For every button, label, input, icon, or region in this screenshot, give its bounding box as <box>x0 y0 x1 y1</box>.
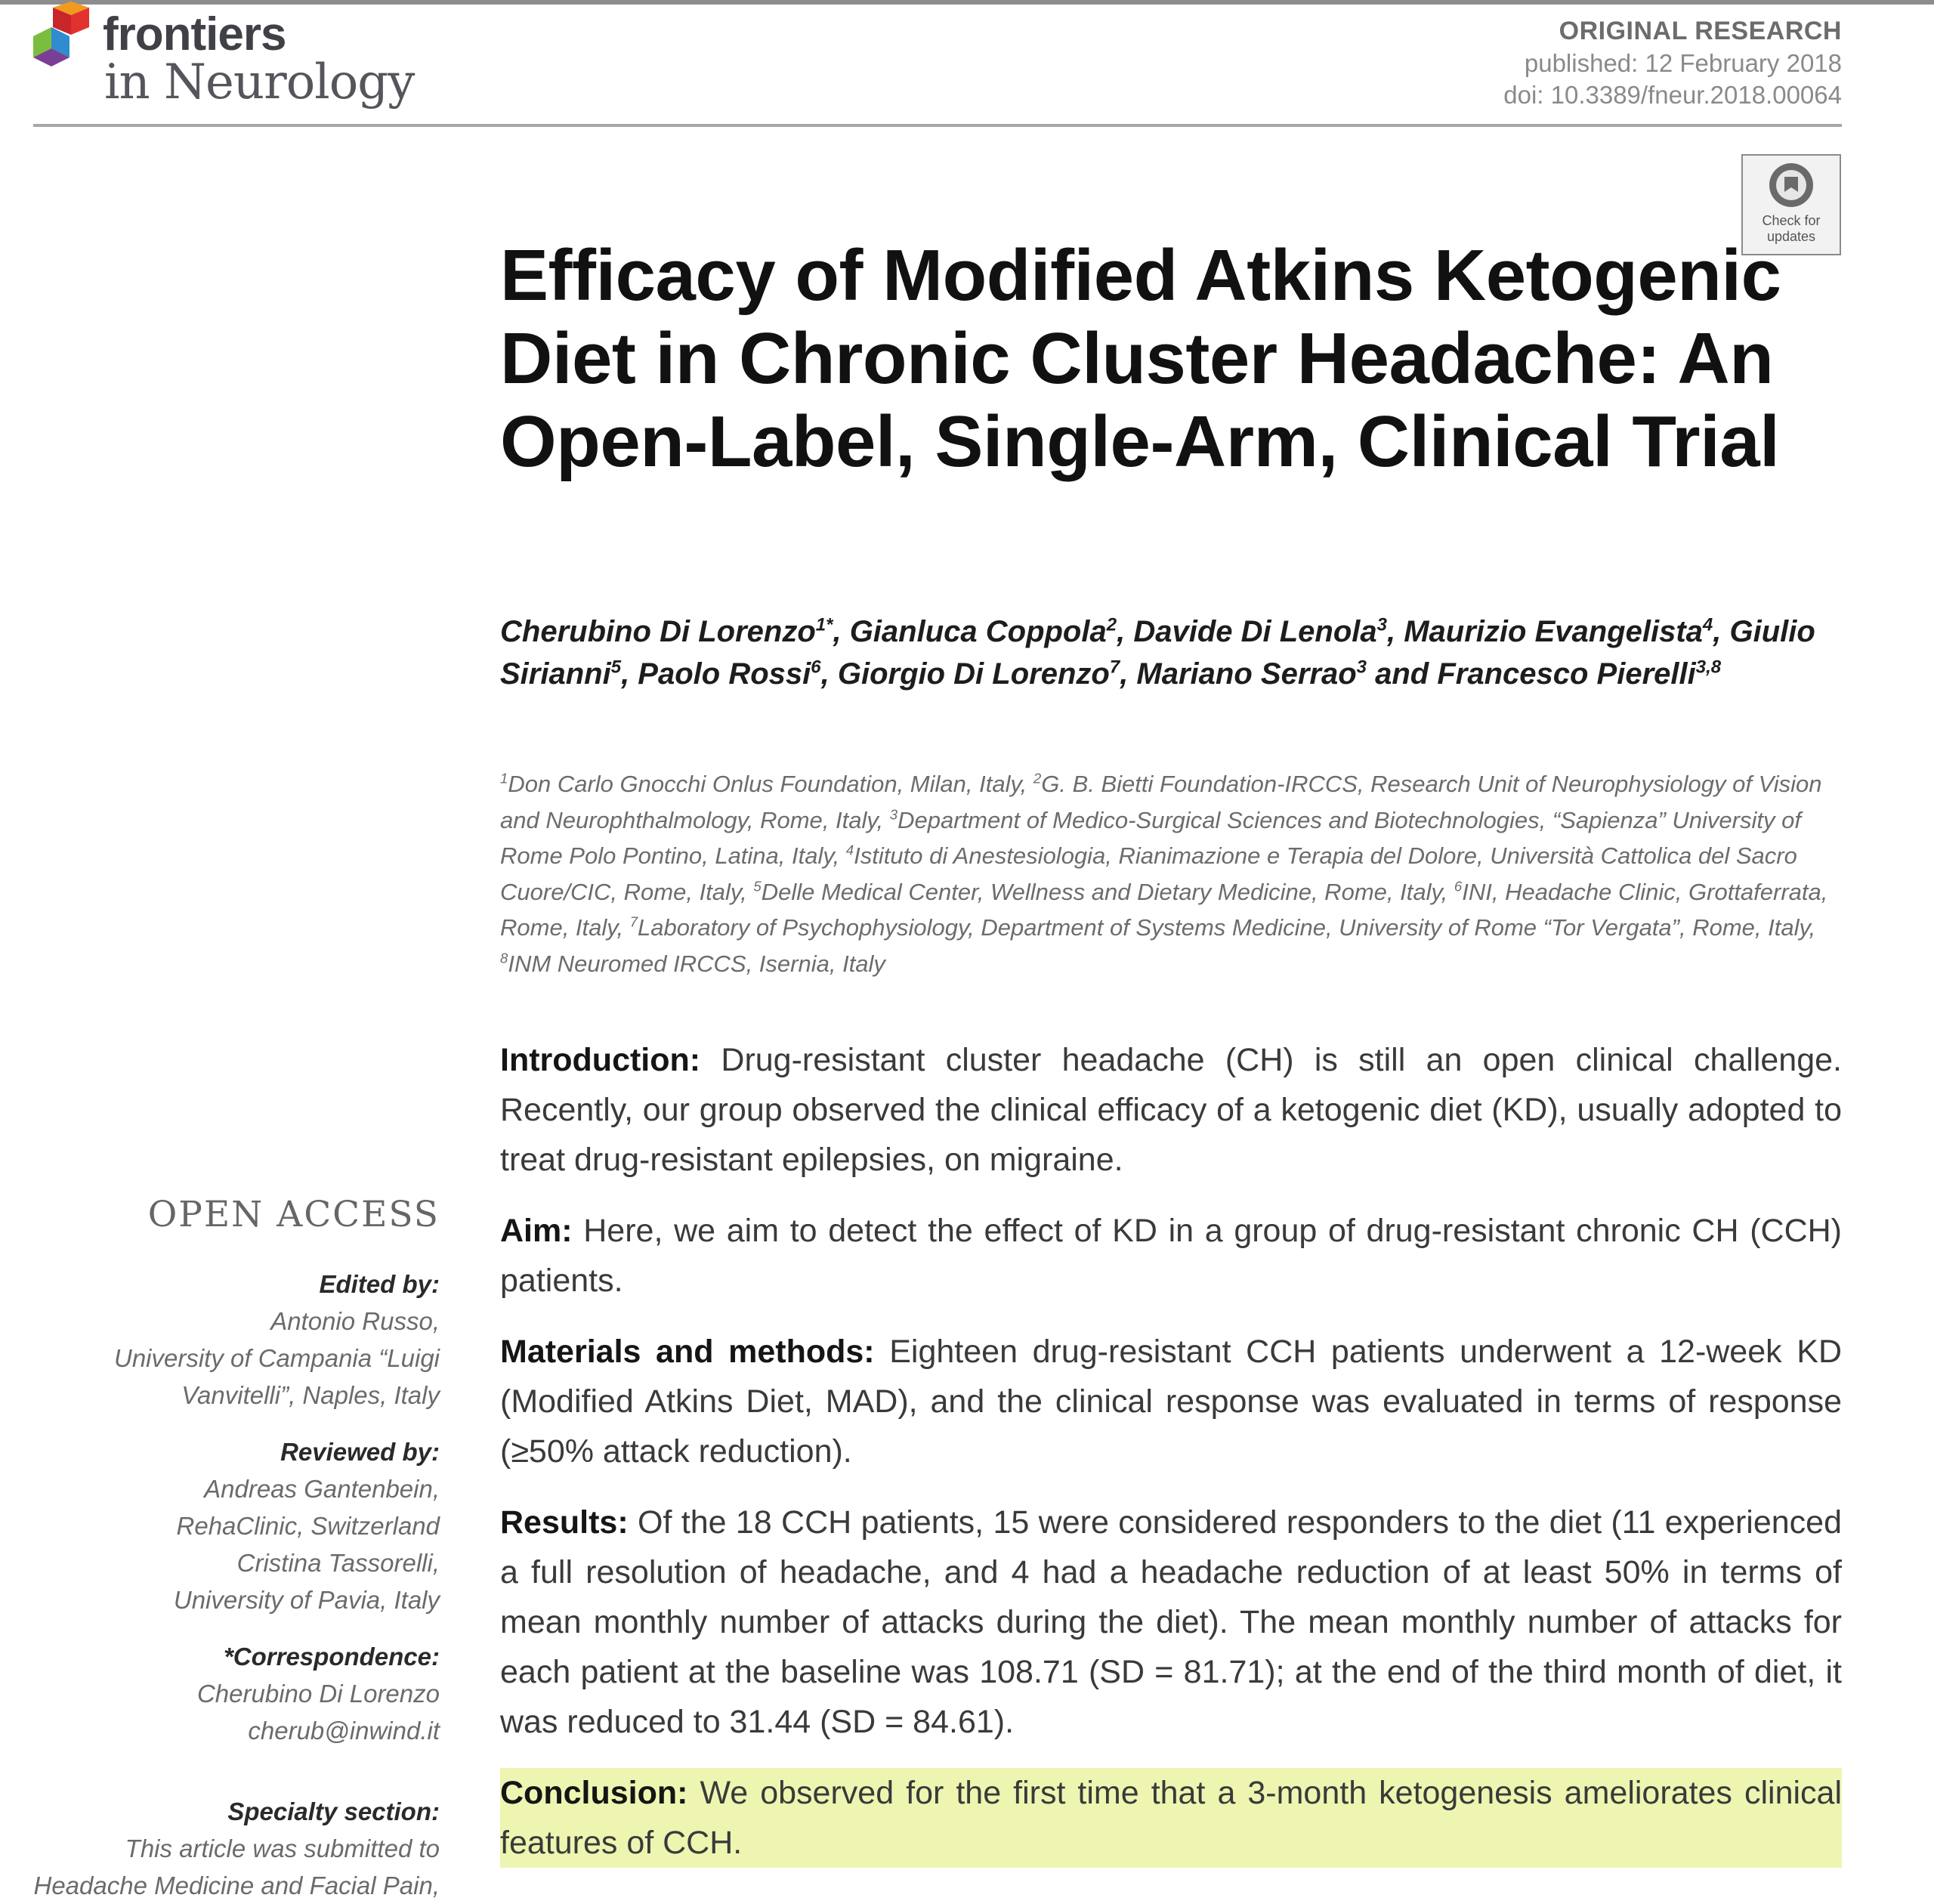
editor-line: Antonio Russo, <box>270 1307 440 1335</box>
affiliation-text: Istituto di Anestesiologia, Rianimazione e Terapia del Dolore, Università Cattolica del Sacro Cuore/CIC, Rome, Italy, <box>500 842 1797 905</box>
reviewer-line: Andreas Gantenbein, <box>204 1475 440 1503</box>
author-affiliation-marker: 2 <box>1106 614 1117 635</box>
author-name: Giorgio Di Lorenzo <box>837 657 1110 691</box>
reviewer-line: Cristina Tassorelli, <box>236 1549 440 1577</box>
article-title: Efficacy of Modified Atkins Ketogenic Diet in Chronic Cluster Headache: An Open-Label, Single-Arm, Clinical Trial <box>500 235 1781 482</box>
section-label: Results: <box>500 1504 629 1541</box>
affiliation-number: 3 <box>889 806 898 823</box>
affiliation-number: 2 <box>1033 770 1042 787</box>
abstract-introduction <box>500 1035 1842 1185</box>
author-affiliation-marker: 1* <box>815 614 833 635</box>
author-affiliation-marker: 3,8 <box>1695 657 1722 678</box>
section-text: Drug-resistant cluster headache (CH) is still an open clinical challenge. Recently, our group observed the clinical efficacy of a ketogenic diet (KD), usually adopted to treat drug-resistant epilepsies, on migraine. <box>500 1042 1842 1178</box>
abstract-results <box>500 1498 1842 1747</box>
article-type: ORIGINAL RESEARCH <box>1559 17 1842 45</box>
author-affiliation-marker: 3 <box>1356 657 1367 678</box>
correspondence-label: *Correspondence: <box>223 1643 440 1671</box>
section-text: Of the 18 CCH patients, 15 were considered responders to the diet (11 experienced a full resolution of headache, and 4 had a headache reduction of at least 50% in terms of mean monthly number of attacks during the diet). The mean monthly number of attacks for each patient at the baseline was 108.71 (SD = 81.71); at the end of the third month of diet, it was reduced to 31.44 (SD = 84.61). <box>500 1504 1842 1740</box>
author-name: Mariano Serrao <box>1136 657 1357 691</box>
reviewer-line: University of Pavia, Italy <box>173 1586 440 1614</box>
section-label: Materials and methods: <box>500 1334 875 1370</box>
journal-brand: frontiers <box>103 8 286 60</box>
correspondence-name: Cherubino Di Lorenzo <box>196 1680 440 1708</box>
abstract-aim <box>500 1206 1842 1306</box>
author-affiliation-marker: 6 <box>811 657 821 678</box>
section-label: Conclusion: <box>500 1775 688 1811</box>
affiliation-text: Department of Medico-Surgical Sciences and Biotechnologies, “Sapienza” University of Rome Polo Pontino, Latina, Italy, <box>500 806 1801 869</box>
section-text: Here, we aim to detect the effect of KD in a group of drug-resistant chronic CH (CCH) patients. <box>500 1213 1842 1299</box>
correspondence-email[interactable]: cherub@inwind.it <box>248 1717 440 1745</box>
affiliation-number: 4 <box>845 842 854 858</box>
affiliation-text: Delle Medical Center, Wellness and Dietary Medicine, Rome, Italy, <box>761 878 1454 905</box>
author-affiliation-marker: 5 <box>610 657 622 678</box>
affiliation-number: 5 <box>753 878 762 895</box>
affiliation-text: INI, Headache Clinic, Grottaferrata, Rome, Italy, <box>500 878 1828 941</box>
affiliation-text: Don Carlo Gnocchi Onlus Foundation, Milan, Italy, <box>508 771 1033 797</box>
author-list: Cherubino Di Lorenzo$^{1*}$, Gianluca Coppola$^2$, Davide Di Lenola$^3$, Maurizio Evangelista$^4$, Giulio Sirianni$^5$, Paolo Rossi$^6$, Giorgio Di Lorenzo$^7$, Mariano Serrao$^3$ and Francesco Pierelli$^{3,8}$ <box>500 614 1815 691</box>
author-name: Gianluca Coppola <box>849 615 1107 648</box>
author-name: Maurizio Evangelista <box>1404 615 1703 648</box>
affiliation-number: 7 <box>629 913 638 930</box>
editor-line: Vanvitelli”, Naples, Italy <box>181 1381 440 1409</box>
doi-link[interactable]: doi: 10.3389/fneur.2018.00064 <box>1503 81 1842 109</box>
author-name: Paolo Rossi <box>638 657 811 691</box>
affiliation-number: 6 <box>1454 878 1463 895</box>
open-access-label: OPEN ACCESS <box>147 1194 440 1235</box>
section-label: Introduction: <box>500 1042 701 1078</box>
check-updates-line1: Check for <box>1762 213 1821 228</box>
affiliation-text: G. B. Bietti Foundation-IRCCS, Research Unit of Neurophysiology of Vision and Neurophthalmology, Rome, Italy, <box>500 771 1822 833</box>
affiliation-text: Laboratory of Psychophysiology, Department of Systems Medicine, University of Rome “Tor Vergata”, Rome, Italy, <box>638 914 1816 941</box>
specialty-line: Headache Medicine and Facial Pain, <box>33 1872 440 1899</box>
section-text: We observed for the first time that a 3-month ketogenesis ameliorates clinical features of CCH. <box>500 1775 1842 1861</box>
section-label: Aim: <box>500 1213 573 1249</box>
abstract-conclusion <box>500 1768 1842 1868</box>
journal-logo <box>29 2 422 115</box>
affiliation-text: INM Neuromed IRCCS, Isernia, Italy <box>508 950 885 977</box>
section-text: Eighteen drug-resistant CCH patients underwent a 12-week KD (Modified Atkins Diet, MAD), and the clinical response was evaluated in terms of response (≥50% attack reduction). <box>500 1334 1842 1470</box>
abstract-methods <box>500 1327 1842 1476</box>
affiliation-list <box>500 766 1852 981</box>
affiliation-number: 8 <box>500 950 508 966</box>
reviewed-by-label: Reviewed by: <box>280 1438 440 1466</box>
abstract <box>500 1035 1842 1889</box>
specialty-section-label: Specialty section: <box>227 1797 440 1825</box>
reviewer-line: RehaClinic, Switzerland <box>176 1512 440 1540</box>
article-sidebar <box>23 1194 440 1904</box>
editor-line: University of Campania “Luigi <box>113 1344 440 1372</box>
article-meta <box>1503 17 1842 110</box>
crossmark-icon <box>1768 162 1815 209</box>
author-name: Cherubino Di Lorenzo <box>500 615 816 648</box>
author-name: Davide Di Lenola <box>1133 615 1377 648</box>
specialty-line: This article was submitted to <box>125 1834 440 1862</box>
header-divider <box>33 124 1842 127</box>
author-affiliation-marker: 4 <box>1702 614 1713 635</box>
journal-name: in Neurology <box>104 54 415 110</box>
edited-by-label: Edited by: <box>319 1270 440 1298</box>
check-updates-line2: updates <box>1766 229 1816 244</box>
author-affiliation-marker: 7 <box>1109 657 1120 678</box>
published-date: published: 12 February 2018 <box>1524 49 1842 77</box>
affiliation-number: 1 <box>500 770 508 787</box>
author-affiliation-marker: 3 <box>1376 614 1387 635</box>
author-name: Giulio Sirianni <box>500 615 1815 691</box>
author-name: Francesco Pierelli <box>1437 657 1696 691</box>
frontiers-logo-icon <box>29 2 101 74</box>
